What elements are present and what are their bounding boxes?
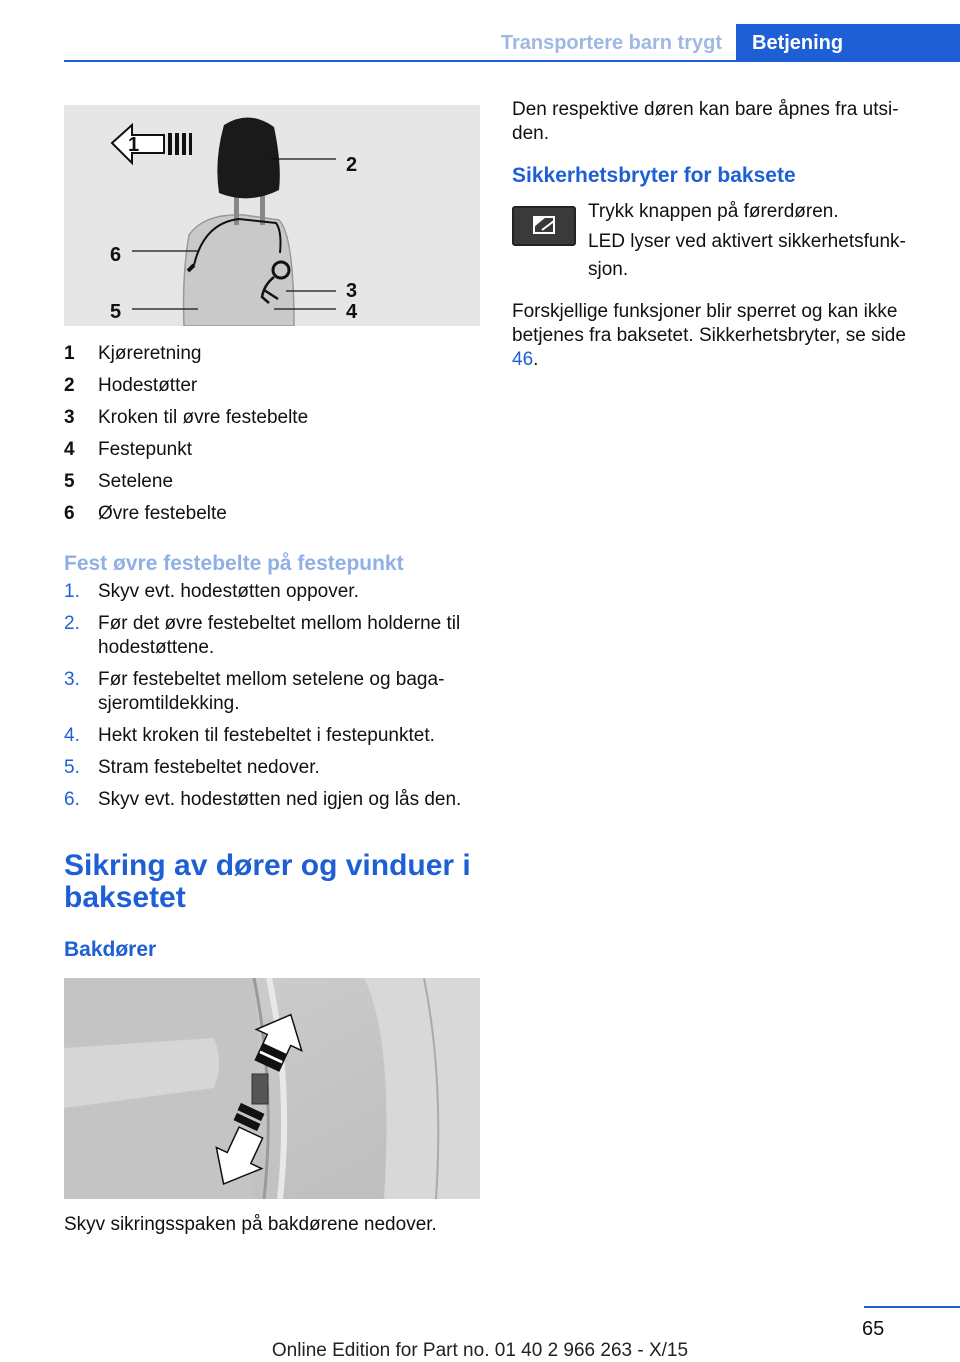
legend-text: Kjøreretning	[98, 343, 202, 364]
legend-text: Kroken til øvre festebelte	[98, 407, 309, 428]
figure-legend	[64, 338, 480, 530]
safety-switch-heading: Sikkerhetsbryter for baksete	[512, 164, 796, 187]
led-text: LED lyser ved aktivert sikkerhetsfunksjon.	[588, 231, 906, 280]
legend-item	[64, 498, 480, 530]
intro-paragraph: Den respektive døren kan bare åpnes fra utsiden.	[512, 99, 899, 144]
step-text: Før det øvre festebeltet mellom holderne til hodestøttene.	[98, 613, 461, 658]
legend-item	[64, 402, 480, 434]
legend-item	[64, 434, 480, 466]
page-number: 65	[862, 1318, 885, 1340]
step-text: Hekt kroken til festebeltet i festepunktet.	[98, 725, 435, 746]
list-item	[64, 724, 480, 748]
step-text: Skyv evt. hodestøtten oppover.	[98, 581, 359, 602]
legend-text: Hodestøtter	[98, 375, 198, 396]
footer-edition: Online Edition for Part no. 01 40 2 966 263 - X/15	[271, 1340, 689, 1361]
step-number: 6.	[64, 789, 80, 810]
step-number: 1.	[64, 581, 80, 602]
callout-1: 1	[128, 134, 140, 156]
sikring-heading: Sikring av dører og vinduer i baksetet	[64, 849, 471, 914]
legend-item	[64, 466, 480, 498]
legend-number: 3	[64, 407, 75, 428]
headrest-illustration	[64, 105, 480, 326]
header-rule	[64, 60, 960, 62]
step-text: Skyv evt. hodestøtten ned igjen og lås den.	[98, 789, 462, 810]
safety-switch-block	[512, 198, 928, 284]
header-section-title: Transportere barn trygt	[500, 32, 722, 54]
legend-item	[64, 338, 480, 370]
callout-5: 5	[110, 301, 122, 323]
footer-rule	[864, 1306, 960, 1308]
legend-number: 6	[64, 503, 75, 524]
legend-number: 4	[64, 439, 75, 460]
callout-3: 3	[346, 280, 358, 302]
step-number: 3.	[64, 669, 80, 690]
list-item	[64, 756, 480, 780]
callout-2: 2	[346, 154, 358, 176]
legend-item	[64, 370, 480, 402]
legend-number: 1	[64, 343, 75, 364]
functions-paragraph-text: Forskjellige funksjoner blir sperret og kan ikke betjenes fra baksetet. Sikkerhetsbryter, se side	[512, 301, 906, 346]
window-lock-switch-icon	[512, 206, 576, 246]
left-column	[64, 105, 480, 1237]
rear-door-lock-figure	[64, 978, 480, 1199]
step-text: Før festebeltet mellom setelene og bagasjeromtildekking.	[98, 669, 445, 714]
step-text: Stram festebeltet nedover.	[98, 757, 320, 778]
functions-paragraph	[512, 300, 928, 372]
step-number: 4.	[64, 725, 80, 746]
callout-4: 4	[346, 301, 358, 323]
fest-heading: Fest øvre festebelte på festepunkt	[64, 552, 404, 575]
page-header	[64, 24, 960, 62]
legend-text: Øvre festebelte	[98, 503, 227, 524]
right-column	[512, 98, 928, 372]
step-number: 5.	[64, 757, 80, 778]
list-item	[64, 788, 480, 812]
legend-number: 2	[64, 375, 75, 396]
list-item	[64, 612, 480, 660]
legend-text: Festepunkt	[98, 439, 192, 460]
legend-number: 5	[64, 471, 75, 492]
step-number: 2.	[64, 613, 80, 634]
fest-steps-list	[64, 580, 480, 812]
press-button-text: Trykk knappen på førerdøren.	[588, 201, 839, 222]
page-link[interactable]: 46	[512, 349, 534, 370]
list-item	[64, 580, 480, 604]
door-figure-caption: Skyv sikringsspaken på bakdørene nedover.	[64, 1214, 437, 1235]
door-lock-illustration	[64, 978, 480, 1199]
bakdorer-heading: Bakdører	[64, 938, 157, 961]
header-chapter-tab: Betjening	[736, 24, 960, 62]
headrest-tether-figure	[64, 105, 480, 326]
callout-6: 6	[110, 244, 122, 266]
functions-paragraph-end: .	[533, 349, 539, 370]
legend-text: Setelene	[98, 471, 174, 492]
list-item	[64, 668, 480, 716]
